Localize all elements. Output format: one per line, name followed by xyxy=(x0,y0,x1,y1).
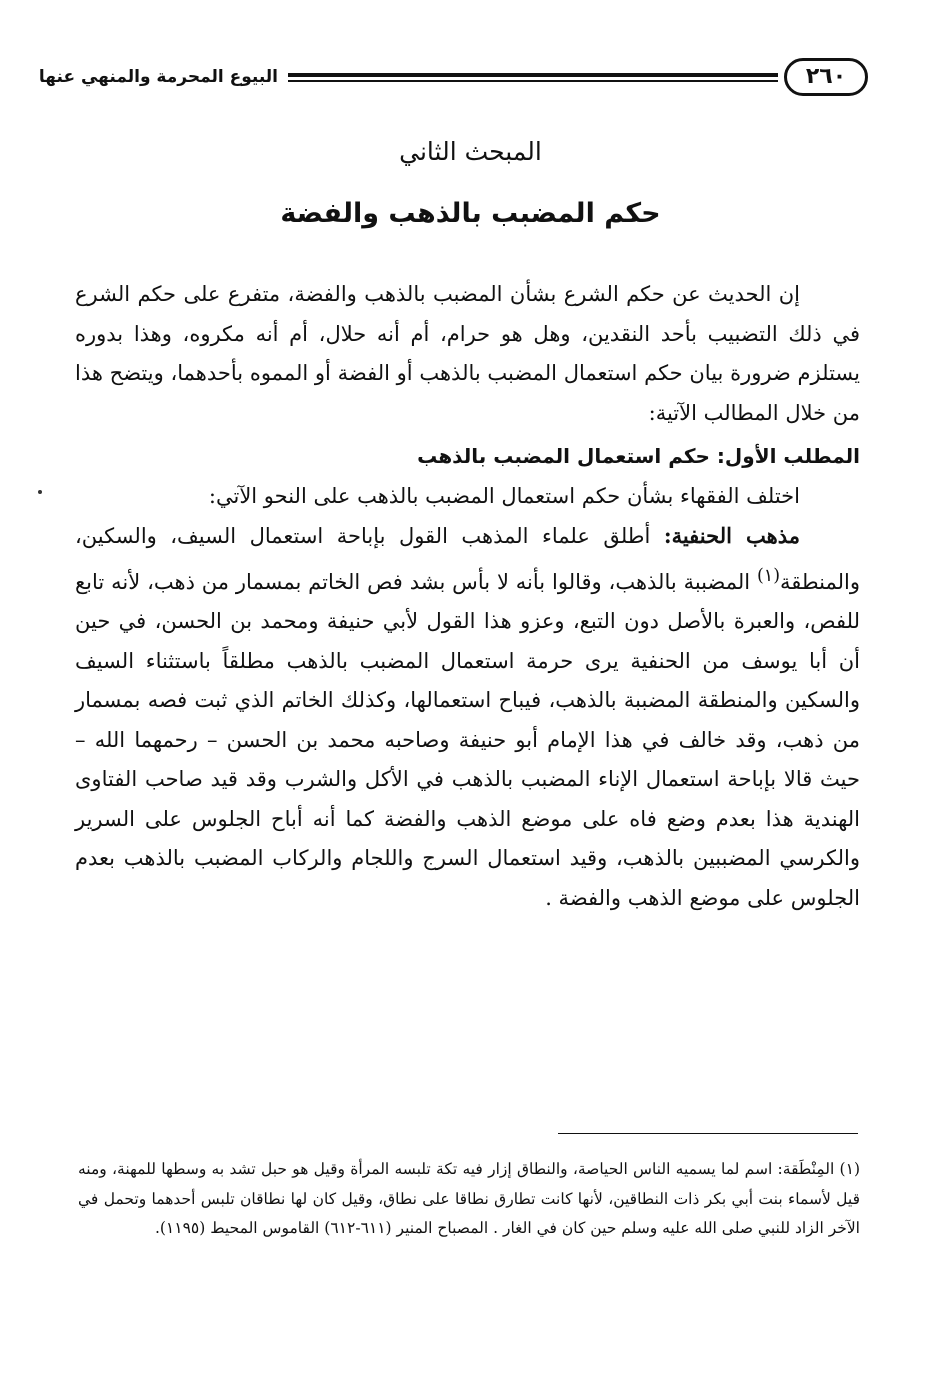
intro-paragraph: إن الحديث عن حكم الشرع بشأن المضبب بالذهب والفضة، متفرع على حكم الشرع في ذلك التضبيب بأحد النقدين، وهل هو حرام، أم أنه حلال، أم أنه مكروه، وهذا بدوره يستلزم ضرورة بيان حكم استعمال المضبب بالذهب أو الفضة أو المموه بأحدهما، ويتضح هذا من خلال المطالب الآتية: xyxy=(75,282,860,425)
section-label: المبحث الثاني xyxy=(399,137,542,166)
header-rule-thin xyxy=(288,80,778,82)
hanafi-text-part-2: المضببة بالذهب، وقالوا بأنه لا بأس بشد فص الخاتم بمسمار من ذهب، لأنه تابع للفص، والعبرة بالأصل دون التبع، وعزو هذا القول لأبي حنيفة ومحمد بن الحسن، في حين أن أبا يوسف من الحنفية يرى حرمة استعمال المضبب بالذهب مطلقاً باستثناء السيف والسكين والمنطقة المضببة بالذهب، فيباح استعمالها، وكذلك الخاتم الذي ثبت فصه بمسمار من ذهب، وقد خالف في هذا الإمام أبو حنيفة وصاحبه محمد بن الحسن – رحمهما الله – حيث قالا بإباحة استعمال الإناء المضبب بالذهب في الأكل والشرب وقد قيد صاحب الفتاوى الهندية هذا بعدم وضع فاه على موضع الذهب والفضة كما أنه أباح الجلوس على السرير والكرسي المضببين بالذهب، وقيد استعمال السرج واللجام والركاب المضبب بالذهب بعدم الجلوس على موضع الذهب والفضة . xyxy=(75,569,860,910)
header-rule-thick xyxy=(288,73,778,77)
footnote-reference: (١) xyxy=(756,565,781,586)
hanafi-paragraph xyxy=(75,516,860,918)
hanafi-text-part-1: أطلق علماء المذهب القول بإباحة استعمال السيف، والسكين، والمنطقة xyxy=(75,524,860,594)
hanafi-label: مذهب الحنفية: xyxy=(663,523,801,548)
page-header xyxy=(38,58,868,102)
footnote-separator xyxy=(558,1133,858,1134)
stray-dot xyxy=(38,490,42,494)
section-title: حكم المضبب بالذهب والفضة xyxy=(280,198,661,229)
footnote-text: (١) المِنْطَقة: اسم لما يسميه الناس الحياصة، والنطاق إزار فيه تكة تلبسه المرأة وقيل هو حبل تشد به وسطها للمهنة، ومنه قيل لأسماء بنت أبي بكر ذات النطاقين، لأنها كانت تطارق نطاقا على نطاق، وقيل كان لها نطاقان تلبس أحدهما وتحمل في الآخر الزاد للنبي صلى الله عليه وسلم حين كان في الغار . المصباح المنير (٦١١-٦١٢) القاموس المحيط (١١٩٥). xyxy=(78,1160,860,1237)
page-number: ٢٦٠ xyxy=(784,58,868,96)
footnote xyxy=(78,1155,860,1244)
disagreement-paragraph: اختلف الفقهاء بشأن حكم استعمال المضبب بالذهب على النحو الآتي: xyxy=(208,483,800,508)
subsection-title: المطلب الأول: حكم استعمال المضبب بالذهب xyxy=(417,444,860,468)
body-text xyxy=(75,275,860,918)
running-title: البيوع المحرمة والمنهي عنها xyxy=(38,67,278,87)
